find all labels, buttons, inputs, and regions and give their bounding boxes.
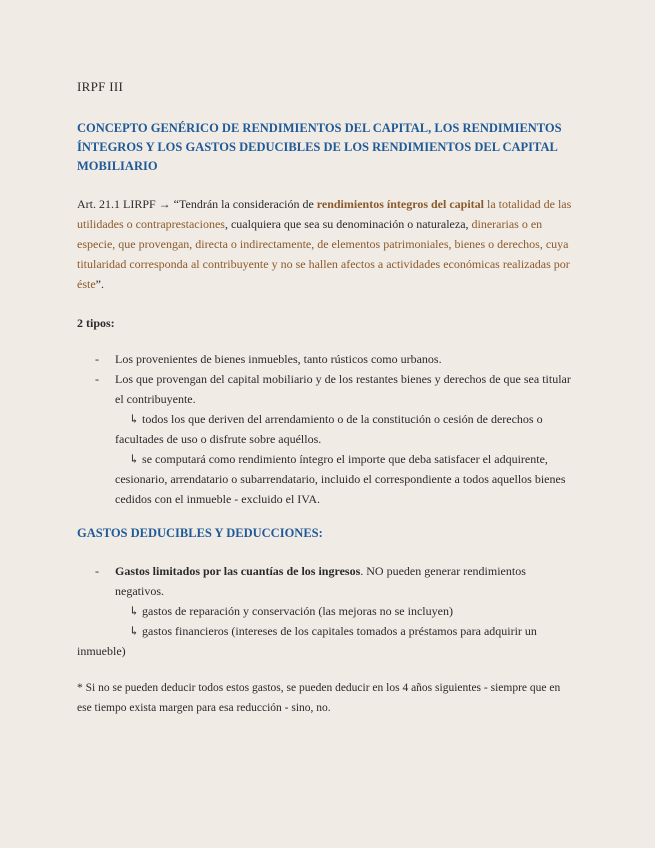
article-text-2: , cualquiera que sea su denominación o naturaleza, [224, 217, 472, 231]
article-paragraph [77, 194, 577, 294]
gastos-bold: Gastos limitados por las cuantías de los ingresos [115, 564, 361, 578]
list-item [77, 369, 577, 409]
sub-item [77, 601, 577, 621]
tipos-label: 2 tipos: [77, 316, 115, 330]
tipo-item-1: Los provenientes de bienes inmuebles, tanto rústicos como urbanos. [115, 352, 442, 366]
sub-item [77, 621, 577, 661]
sub-item [77, 449, 577, 509]
article-text-3: dinerarias o en especie, que provengan, directa o indirectamente, de elementos patrimoniales, bienes o derechos, cuya titularidad corresponda al contribuyente y no se hallen afectos a actividades económicas realizadas por éste [77, 217, 570, 291]
article-bold-term: rendimientos íntegros del capital [316, 197, 484, 211]
list-dash: - [95, 372, 99, 386]
tipo-sub-2: ↳ se computará como rendimiento íntegro el importe que deba satisfacer el adquirente, cesionario, arrendatario o subarrendatario, incluido el correspondiente a todos aquellos bienes cedidos con el inmueble - excluido el IVA. [115, 452, 566, 506]
section-heading-rendimientos: CONCEPTO GENÉRICO DE RENDIMIENTOS DEL CAPITAL, LOS RENDIMIENTOS ÍNTEGROS Y LOS GASTOS DEDUCIBLES DE LOS RENDIMIENTOS DEL CAPITAL MOBILIARIO [77, 121, 562, 173]
list-item [77, 561, 577, 601]
section-heading-gastos: GASTOS DEDUCIBLES Y DEDUCCIONES: [77, 526, 323, 540]
list-item [77, 349, 577, 369]
gastos-sub-1: ↳ gastos de reparación y conservación (las mejoras no se incluyen) [129, 604, 453, 618]
article-prefix: Art. 21.1 LIRPF → “Tendrán la consideración de [77, 197, 317, 211]
gastos-list [77, 561, 577, 661]
gastos-rest: . NO pueden generar rendimientos negativos. [115, 564, 526, 598]
tipo-sub-1: ↳ todos los que deriven del arrendamiento o de la constitución o cesión de derechos o facultades de uso o disfrute sobre aquéllos. [115, 412, 543, 446]
list-dash: - [95, 352, 99, 366]
article-text-1: la totalidad de las utilidades o contraprestaciones [77, 197, 572, 231]
tipos-list [77, 349, 577, 509]
article-suffix: ”. [95, 277, 104, 291]
document-title: IRPF III [77, 79, 124, 94]
list-dash: - [95, 564, 99, 578]
tipo-item-2: Los que provengan del capital mobiliario y de los restantes bienes y derechos de que sea titular el contribuyente. [115, 372, 571, 406]
sub-item [77, 409, 577, 449]
gastos-sub-2: ↳ gastos financieros (intereses de los capitales tomados a préstamos para adquirir un inmueble) [77, 624, 537, 658]
footnote: * Si no se pueden deducir todos estos gastos, se pueden deducir en los 4 años siguientes - siempre que en ese tiempo exista margen para esa reducción - sino, no. [77, 682, 561, 714]
